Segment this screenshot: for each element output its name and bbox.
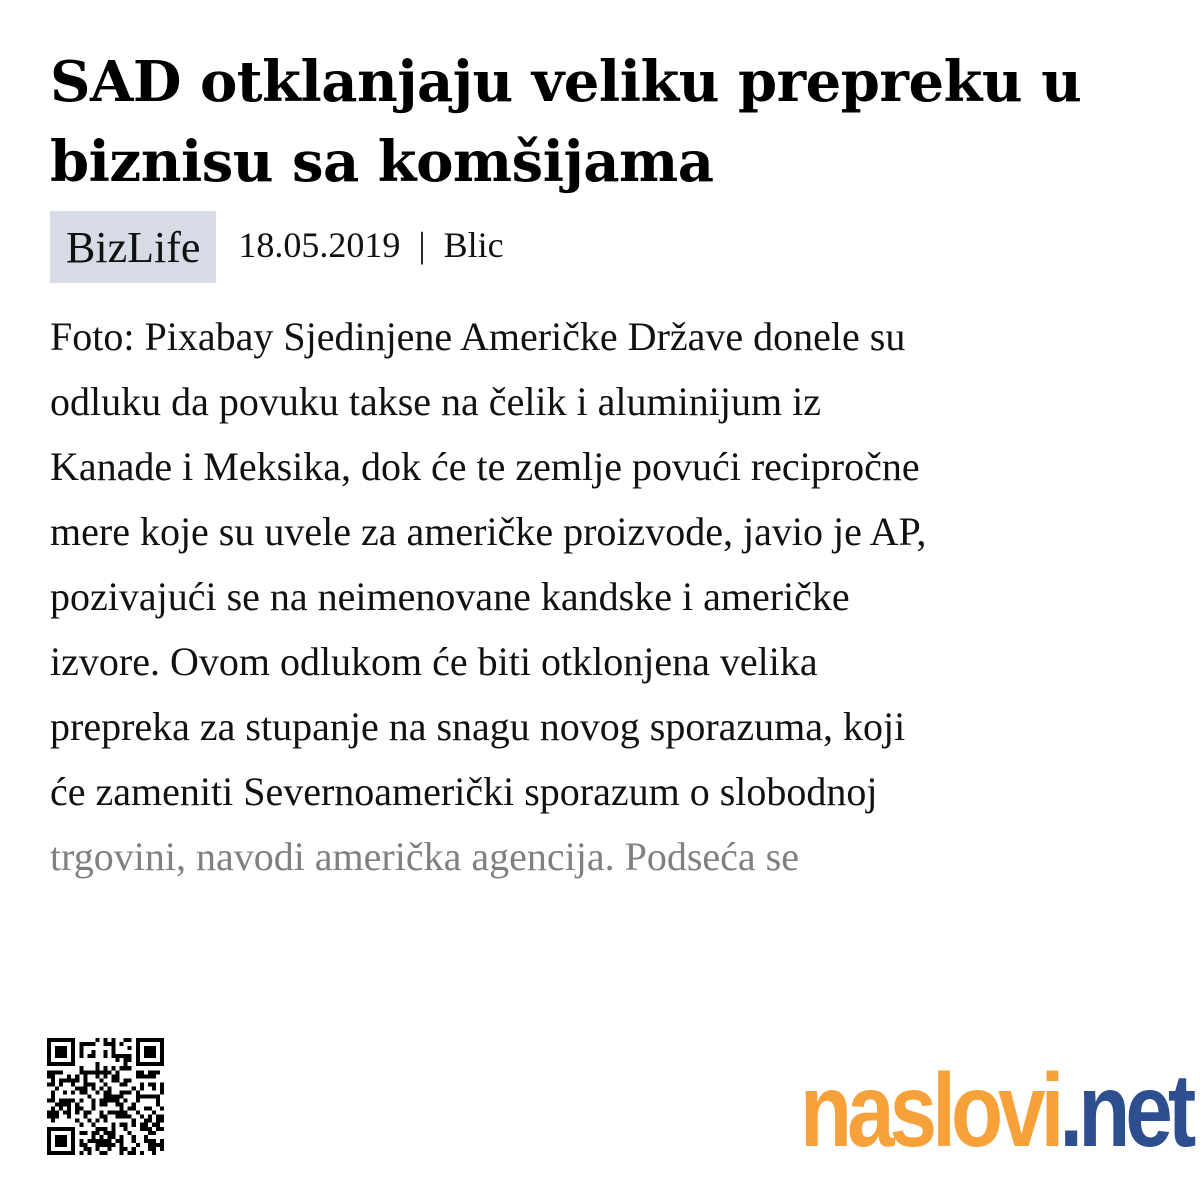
article-title: SAD otklanjaju veliku prepreku u biznisu sa komšijama: [50, 49, 1082, 195]
body-line: pozivajući se na neimenovane kandske i američke: [50, 574, 850, 619]
logo-text-secondary: .net: [1059, 1053, 1192, 1169]
category-badge[interactable]: BizLife: [50, 211, 216, 283]
body-line: mere koje su uvele za američke proizvode, javio je AP,: [50, 509, 927, 554]
body-line: Kanade i Meksika, dok će te zemlje povući recipročne: [50, 444, 920, 489]
site-logo[interactable]: [800, 1053, 1192, 1169]
meta-separator: |: [418, 225, 426, 265]
body-line: prepreka za stupanje na snagu novog sporazuma, koji: [50, 704, 906, 749]
qr-code-icon[interactable]: [47, 1038, 164, 1155]
body-line: izvore. Ovom odlukom će biti otklonjena velika: [50, 639, 818, 684]
body-line: odluku da povuku takse na čelik i aluminijum iz: [50, 379, 821, 424]
article-meta: [50, 211, 504, 283]
body-line: Foto: Pixabay Sjedinjene Američke Države donele su: [50, 314, 906, 359]
body-line-faded: trgovini, navodi američka agencija. Podseća se: [50, 834, 800, 879]
article-source[interactable]: Blic: [443, 225, 504, 265]
article-date: 18.05.2019: [238, 225, 401, 265]
article-body: [50, 304, 1140, 884]
meta-info: [238, 223, 503, 267]
body-line: će zameniti Severnoamerički sporazum o slobodnoj: [50, 769, 878, 814]
logo-text-primary: naslovi: [800, 1053, 1060, 1169]
